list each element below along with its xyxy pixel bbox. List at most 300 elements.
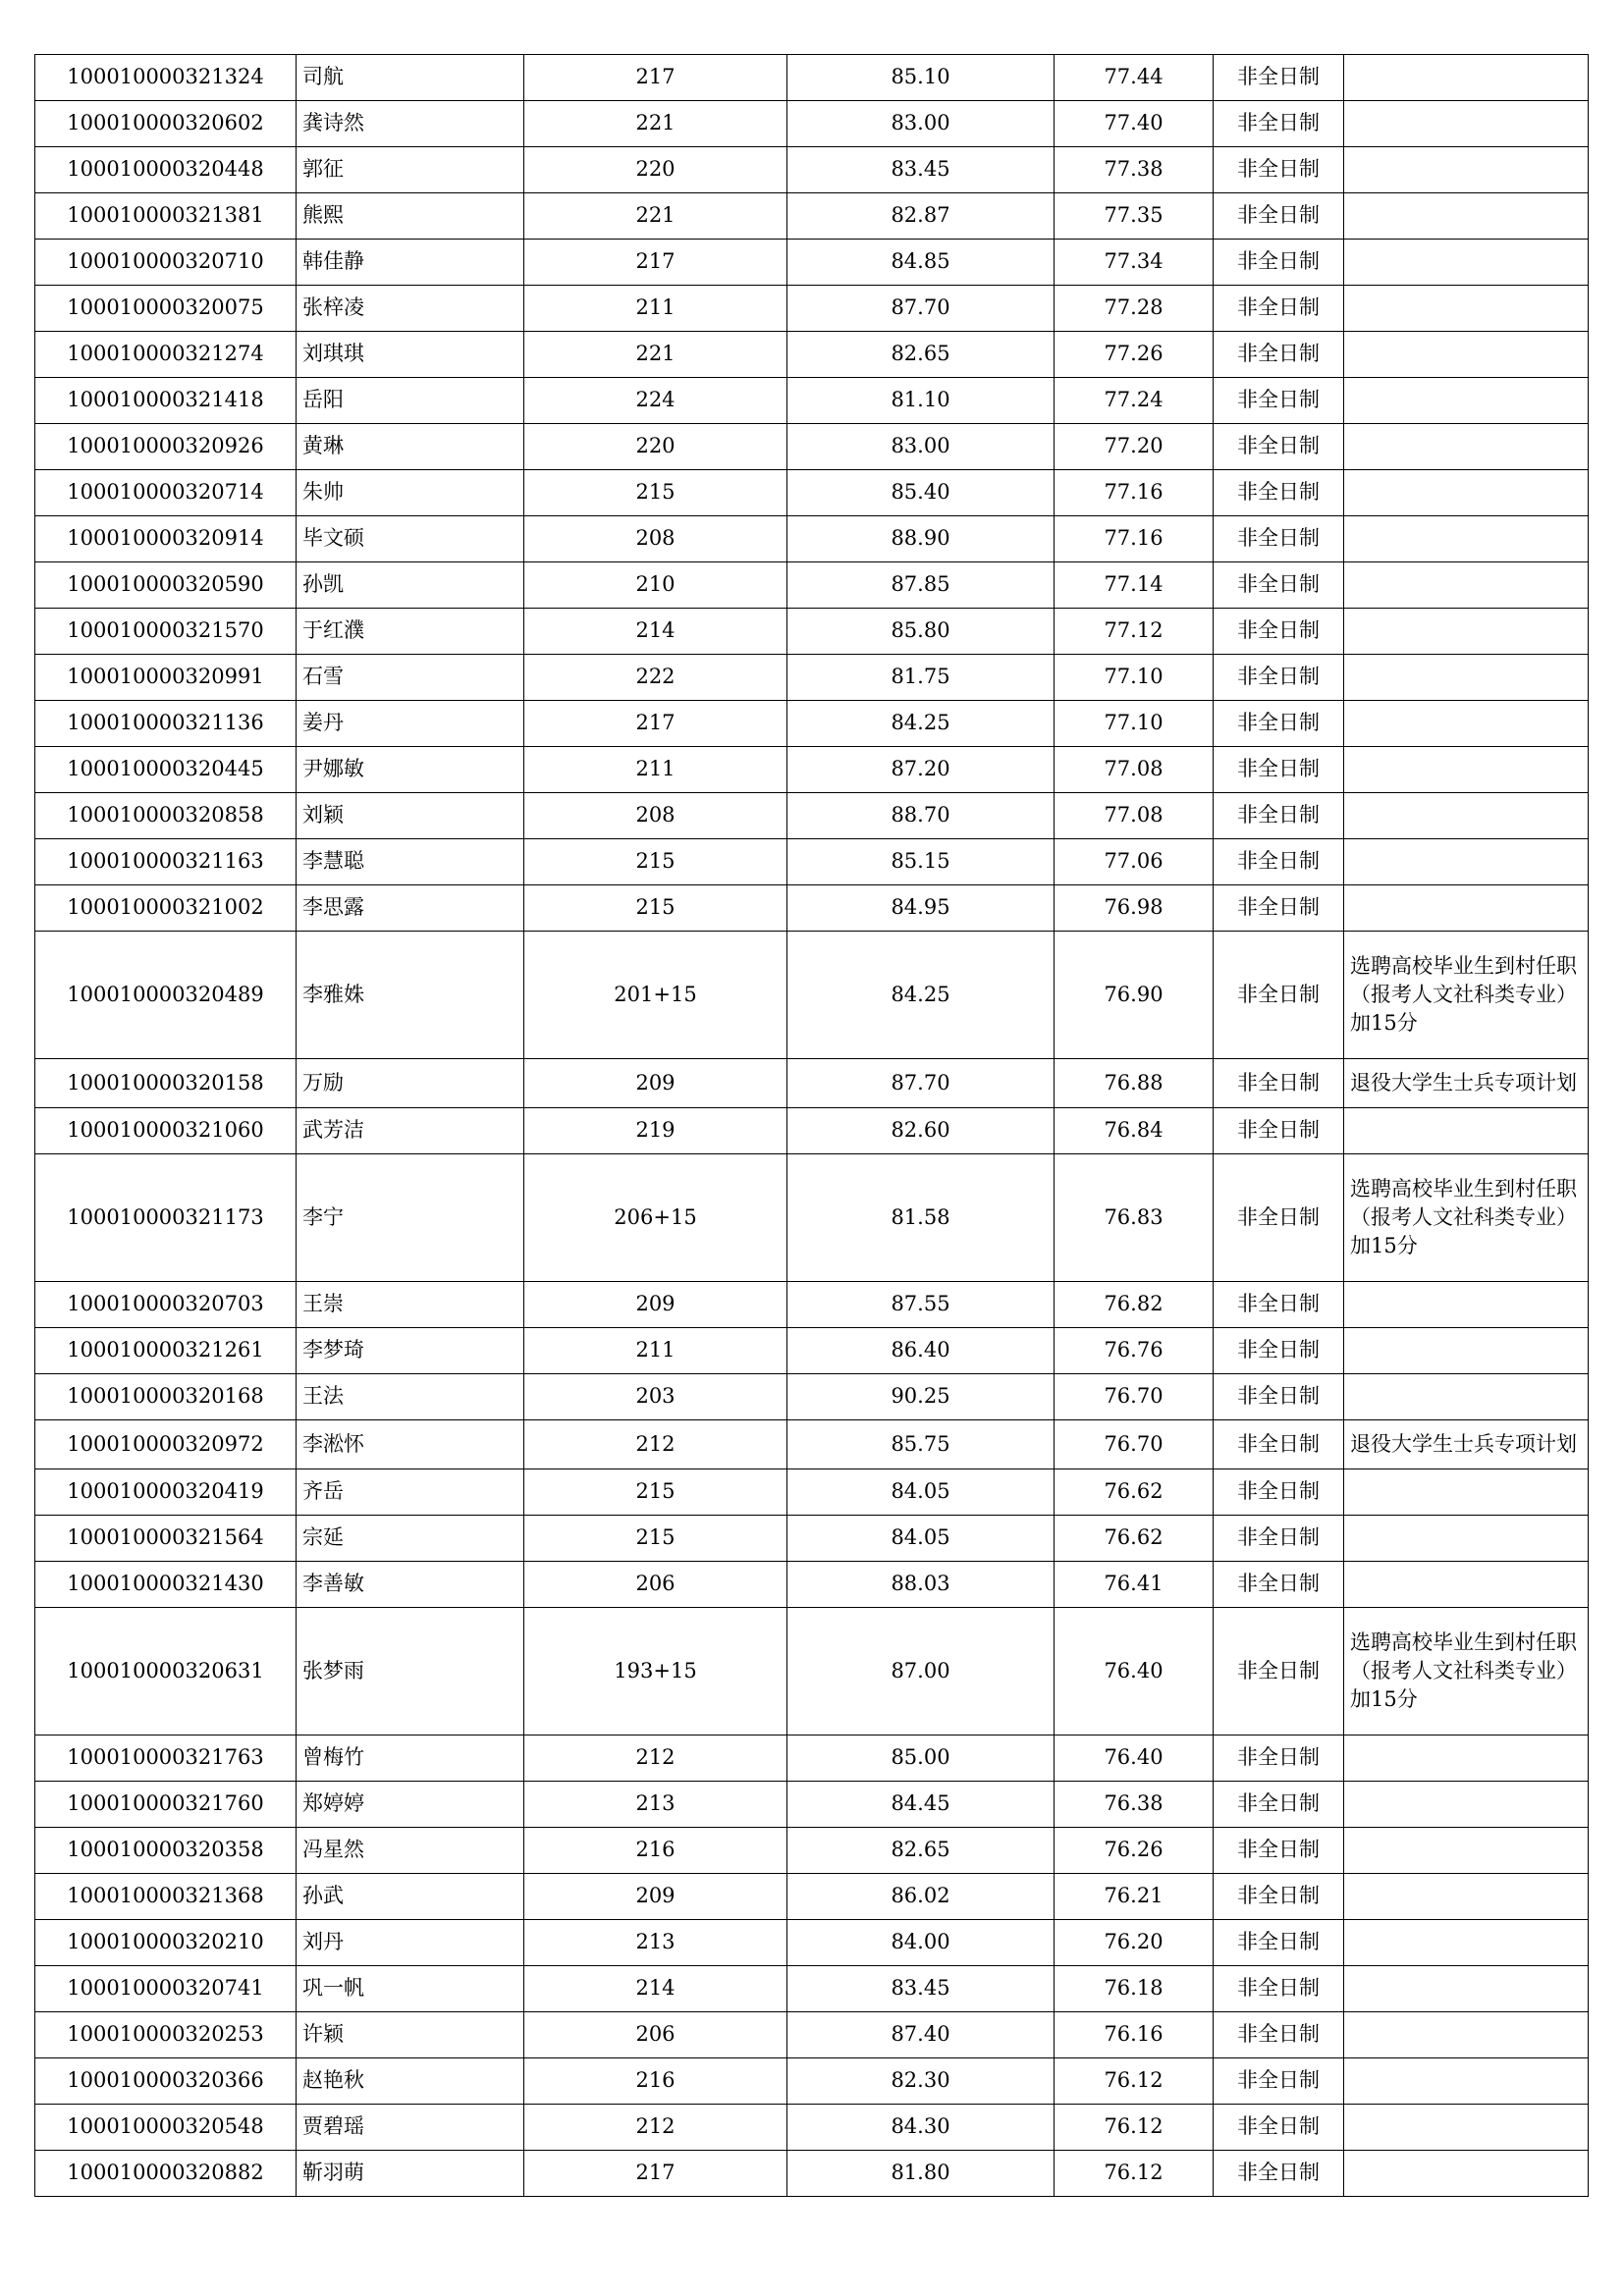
table-row <box>35 240 1589 286</box>
table-row <box>35 1154 1589 1282</box>
prelim-score-cell: 222 <box>524 655 787 701</box>
candidate-name-cell: 李慧聪 <box>297 839 524 885</box>
remark-cell <box>1344 1108 1589 1154</box>
candidate-name-cell: 武芳洁 <box>297 1108 524 1154</box>
remark-cell <box>1344 2012 1589 2058</box>
remark-cell <box>1344 378 1589 424</box>
candidate-id-cell: 100010000320358 <box>35 1828 297 1874</box>
table-row <box>35 1828 1589 1874</box>
total-score-cell: 77.08 <box>1055 793 1214 839</box>
interview-score-cell: 81.58 <box>787 1154 1055 1282</box>
interview-score-cell: 81.75 <box>787 655 1055 701</box>
interview-score-cell: 83.45 <box>787 1966 1055 2012</box>
candidate-id-cell: 100010000320419 <box>35 1469 297 1516</box>
candidate-id-cell: 100010000320710 <box>35 240 297 286</box>
interview-score-cell: 84.45 <box>787 1782 1055 1828</box>
total-score-cell: 77.12 <box>1055 609 1214 655</box>
remark-cell <box>1344 1374 1589 1420</box>
remark-cell: 退役大学生士兵专项计划 <box>1344 1059 1589 1108</box>
prelim-score-cell: 217 <box>524 55 787 101</box>
interview-score-cell: 88.70 <box>787 793 1055 839</box>
candidate-id-cell: 100010000320926 <box>35 424 297 470</box>
candidate-name-cell: 巩一帆 <box>297 1966 524 2012</box>
prelim-score-cell: 217 <box>524 2151 787 2197</box>
study-mode-cell: 非全日制 <box>1214 1735 1344 1782</box>
study-mode-cell: 非全日制 <box>1214 1782 1344 1828</box>
total-score-cell: 76.70 <box>1055 1420 1214 1469</box>
candidate-name-cell: 张梦雨 <box>297 1608 524 1735</box>
candidate-name-cell: 刘颖 <box>297 793 524 839</box>
total-score-cell: 77.35 <box>1055 193 1214 240</box>
candidate-id-cell: 100010000320972 <box>35 1420 297 1469</box>
study-mode-cell: 非全日制 <box>1214 193 1344 240</box>
candidate-name-cell: 韩佳静 <box>297 240 524 286</box>
table-row <box>35 839 1589 885</box>
candidate-name-cell: 姜丹 <box>297 701 524 747</box>
study-mode-cell: 非全日制 <box>1214 747 1344 793</box>
study-mode-cell: 非全日制 <box>1214 286 1344 332</box>
total-score-cell: 76.20 <box>1055 1920 1214 1966</box>
prelim-score-cell: 219 <box>524 1108 787 1154</box>
table-row <box>35 1059 1589 1108</box>
study-mode-cell: 非全日制 <box>1214 1108 1344 1154</box>
score-table-page <box>34 54 1588 2197</box>
candidate-id-cell: 100010000321002 <box>35 885 297 932</box>
total-score-cell: 76.83 <box>1055 1154 1214 1282</box>
study-mode-cell: 非全日制 <box>1214 1966 1344 2012</box>
candidate-id-cell: 100010000320548 <box>35 2105 297 2151</box>
candidate-name-cell: 孙武 <box>297 1874 524 1920</box>
study-mode-cell: 非全日制 <box>1214 55 1344 101</box>
candidate-name-cell: 李梦琦 <box>297 1328 524 1374</box>
prelim-score-cell: 217 <box>524 240 787 286</box>
interview-score-cell: 83.45 <box>787 147 1055 193</box>
candidate-id-cell: 100010000321163 <box>35 839 297 885</box>
table-row <box>35 516 1589 562</box>
candidate-name-cell: 尹娜敏 <box>297 747 524 793</box>
prelim-score-cell: 208 <box>524 793 787 839</box>
table-row <box>35 1469 1589 1516</box>
candidate-name-cell: 石雪 <box>297 655 524 701</box>
table-row <box>35 562 1589 609</box>
total-score-cell: 77.24 <box>1055 378 1214 424</box>
interview-score-cell: 87.85 <box>787 562 1055 609</box>
candidate-id-cell: 100010000321570 <box>35 609 297 655</box>
remark-cell: 退役大学生士兵专项计划 <box>1344 1420 1589 1469</box>
prelim-score-cell: 214 <box>524 609 787 655</box>
remark-cell <box>1344 609 1589 655</box>
prelim-score-cell: 203 <box>524 1374 787 1420</box>
total-score-cell: 77.26 <box>1055 332 1214 378</box>
study-mode-cell: 非全日制 <box>1214 378 1344 424</box>
interview-score-cell: 85.80 <box>787 609 1055 655</box>
interview-score-cell: 82.60 <box>787 1108 1055 1154</box>
total-score-cell: 76.40 <box>1055 1608 1214 1735</box>
candidate-name-cell: 李思露 <box>297 885 524 932</box>
interview-score-cell: 85.15 <box>787 839 1055 885</box>
study-mode-cell: 非全日制 <box>1214 701 1344 747</box>
study-mode-cell: 非全日制 <box>1214 1516 1344 1562</box>
prelim-score-cell: 211 <box>524 747 787 793</box>
remark-cell <box>1344 655 1589 701</box>
candidate-id-cell: 100010000321760 <box>35 1782 297 1828</box>
interview-score-cell: 84.05 <box>787 1516 1055 1562</box>
table-row <box>35 2058 1589 2105</box>
study-mode-cell: 非全日制 <box>1214 839 1344 885</box>
interview-score-cell: 85.00 <box>787 1735 1055 1782</box>
prelim-score-cell: 217 <box>524 701 787 747</box>
remark-cell <box>1344 332 1589 378</box>
remark-cell <box>1344 2105 1589 2151</box>
table-row <box>35 1282 1589 1328</box>
remark-cell <box>1344 516 1589 562</box>
candidate-id-cell: 100010000321274 <box>35 332 297 378</box>
total-score-cell: 77.14 <box>1055 562 1214 609</box>
table-row <box>35 1328 1589 1374</box>
total-score-cell: 76.62 <box>1055 1516 1214 1562</box>
table-row <box>35 1874 1589 1920</box>
candidate-name-cell: 李淞怀 <box>297 1420 524 1469</box>
interview-score-cell: 81.80 <box>787 2151 1055 2197</box>
prelim-score-cell: 221 <box>524 332 787 378</box>
table-row <box>35 1562 1589 1608</box>
remark-cell <box>1344 1782 1589 1828</box>
candidate-name-cell: 熊熙 <box>297 193 524 240</box>
prelim-score-cell: 221 <box>524 101 787 147</box>
total-score-cell: 77.10 <box>1055 701 1214 747</box>
remark-cell: 选聘高校毕业生到村任职（报考人文社科类专业）加15分 <box>1344 1608 1589 1735</box>
table-row <box>35 1516 1589 1562</box>
total-score-cell: 77.16 <box>1055 516 1214 562</box>
candidate-name-cell: 李善敏 <box>297 1562 524 1608</box>
table-row <box>35 101 1589 147</box>
total-score-cell: 77.28 <box>1055 286 1214 332</box>
candidate-id-cell: 100010000320168 <box>35 1374 297 1420</box>
candidate-name-cell: 黄琳 <box>297 424 524 470</box>
study-mode-cell: 非全日制 <box>1214 332 1344 378</box>
prelim-score-cell: 215 <box>524 885 787 932</box>
study-mode-cell: 非全日制 <box>1214 562 1344 609</box>
table-row <box>35 2105 1589 2151</box>
interview-score-cell: 87.55 <box>787 1282 1055 1328</box>
total-score-cell: 76.88 <box>1055 1059 1214 1108</box>
remark-cell <box>1344 1920 1589 1966</box>
candidate-id-cell: 100010000320445 <box>35 747 297 793</box>
prelim-score-cell: 212 <box>524 1735 787 1782</box>
candidate-id-cell: 100010000320714 <box>35 470 297 516</box>
remark-cell: 选聘高校毕业生到村任职（报考人文社科类专业）加15分 <box>1344 932 1589 1059</box>
prelim-score-cell: 216 <box>524 2058 787 2105</box>
total-score-cell: 77.16 <box>1055 470 1214 516</box>
total-score-cell: 77.20 <box>1055 424 1214 470</box>
table-body <box>35 55 1589 2197</box>
table-row <box>35 424 1589 470</box>
interview-score-cell: 87.70 <box>787 1059 1055 1108</box>
total-score-cell: 76.76 <box>1055 1328 1214 1374</box>
remark-cell <box>1344 424 1589 470</box>
total-score-cell: 76.21 <box>1055 1874 1214 1920</box>
remark-cell <box>1344 240 1589 286</box>
interview-score-cell: 88.90 <box>787 516 1055 562</box>
remark-cell <box>1344 839 1589 885</box>
table-row <box>35 1420 1589 1469</box>
total-score-cell: 76.16 <box>1055 2012 1214 2058</box>
interview-score-cell: 85.10 <box>787 55 1055 101</box>
candidate-id-cell: 100010000321173 <box>35 1154 297 1282</box>
table-row <box>35 932 1589 1059</box>
candidate-name-cell: 张梓凌 <box>297 286 524 332</box>
total-score-cell: 76.41 <box>1055 1562 1214 1608</box>
interview-score-cell: 87.20 <box>787 747 1055 793</box>
candidate-name-cell: 宗延 <box>297 1516 524 1562</box>
prelim-score-cell: 213 <box>524 1782 787 1828</box>
total-score-cell: 76.82 <box>1055 1282 1214 1328</box>
candidate-name-cell: 司航 <box>297 55 524 101</box>
prelim-score-cell: 206+15 <box>524 1154 787 1282</box>
remark-cell <box>1344 1282 1589 1328</box>
interview-score-cell: 87.00 <box>787 1608 1055 1735</box>
interview-score-cell: 87.70 <box>787 286 1055 332</box>
interview-score-cell: 82.65 <box>787 332 1055 378</box>
candidate-id-cell: 100010000320075 <box>35 286 297 332</box>
candidate-name-cell: 毕文硕 <box>297 516 524 562</box>
prelim-score-cell: 206 <box>524 2012 787 2058</box>
table-row <box>35 1920 1589 1966</box>
study-mode-cell: 非全日制 <box>1214 1828 1344 1874</box>
table-row <box>35 1108 1589 1154</box>
interview-score-cell: 86.40 <box>787 1328 1055 1374</box>
total-score-cell: 76.98 <box>1055 885 1214 932</box>
total-score-cell: 77.44 <box>1055 55 1214 101</box>
total-score-cell: 76.12 <box>1055 2151 1214 2197</box>
total-score-cell: 76.12 <box>1055 2058 1214 2105</box>
candidate-name-cell: 王崇 <box>297 1282 524 1328</box>
candidate-name-cell: 李雅姝 <box>297 932 524 1059</box>
interview-score-cell: 87.40 <box>787 2012 1055 2058</box>
candidate-name-cell: 郭征 <box>297 147 524 193</box>
total-score-cell: 76.38 <box>1055 1782 1214 1828</box>
candidate-name-cell: 靳羽萌 <box>297 2151 524 2197</box>
score-table <box>34 54 1589 2197</box>
candidate-id-cell: 100010000321763 <box>35 1735 297 1782</box>
interview-score-cell: 83.00 <box>787 101 1055 147</box>
candidate-id-cell: 100010000321430 <box>35 1562 297 1608</box>
candidate-name-cell: 贾碧瑶 <box>297 2105 524 2151</box>
remark-cell <box>1344 562 1589 609</box>
study-mode-cell: 非全日制 <box>1214 101 1344 147</box>
remark-cell <box>1344 1966 1589 2012</box>
study-mode-cell: 非全日制 <box>1214 1562 1344 1608</box>
prelim-score-cell: 216 <box>524 1828 787 1874</box>
total-score-cell: 76.12 <box>1055 2105 1214 2151</box>
candidate-id-cell: 100010000320858 <box>35 793 297 839</box>
prelim-score-cell: 206 <box>524 1562 787 1608</box>
study-mode-cell: 非全日制 <box>1214 470 1344 516</box>
total-score-cell: 77.34 <box>1055 240 1214 286</box>
total-score-cell: 77.06 <box>1055 839 1214 885</box>
interview-score-cell: 88.03 <box>787 1562 1055 1608</box>
remark-cell <box>1344 1735 1589 1782</box>
prelim-score-cell: 215 <box>524 1516 787 1562</box>
table-row <box>35 2151 1589 2197</box>
candidate-name-cell: 孙凯 <box>297 562 524 609</box>
prelim-score-cell: 224 <box>524 378 787 424</box>
table-row <box>35 378 1589 424</box>
table-row <box>35 655 1589 701</box>
total-score-cell: 77.40 <box>1055 101 1214 147</box>
prelim-score-cell: 201+15 <box>524 932 787 1059</box>
candidate-id-cell: 100010000321261 <box>35 1328 297 1374</box>
table-row <box>35 286 1589 332</box>
study-mode-cell: 非全日制 <box>1214 2151 1344 2197</box>
prelim-score-cell: 209 <box>524 1282 787 1328</box>
table-row <box>35 793 1589 839</box>
interview-score-cell: 82.30 <box>787 2058 1055 2105</box>
prelim-score-cell: 209 <box>524 1874 787 1920</box>
interview-score-cell: 84.05 <box>787 1469 1055 1516</box>
remark-cell <box>1344 1469 1589 1516</box>
candidate-id-cell: 100010000320590 <box>35 562 297 609</box>
prelim-score-cell: 220 <box>524 147 787 193</box>
study-mode-cell: 非全日制 <box>1214 1374 1344 1420</box>
remark-cell <box>1344 2058 1589 2105</box>
interview-score-cell: 84.85 <box>787 240 1055 286</box>
study-mode-cell: 非全日制 <box>1214 2105 1344 2151</box>
total-score-cell: 76.18 <box>1055 1966 1214 2012</box>
interview-score-cell: 84.00 <box>787 1920 1055 1966</box>
candidate-id-cell: 100010000321418 <box>35 378 297 424</box>
table-row <box>35 609 1589 655</box>
candidate-name-cell: 冯星然 <box>297 1828 524 1874</box>
remark-cell <box>1344 1516 1589 1562</box>
candidate-name-cell: 王法 <box>297 1374 524 1420</box>
candidate-name-cell: 刘琪琪 <box>297 332 524 378</box>
total-score-cell: 77.10 <box>1055 655 1214 701</box>
study-mode-cell: 非全日制 <box>1214 1328 1344 1374</box>
study-mode-cell: 非全日制 <box>1214 1282 1344 1328</box>
study-mode-cell: 非全日制 <box>1214 793 1344 839</box>
prelim-score-cell: 212 <box>524 1420 787 1469</box>
candidate-name-cell: 于红濮 <box>297 609 524 655</box>
study-mode-cell: 非全日制 <box>1214 1469 1344 1516</box>
prelim-score-cell: 210 <box>524 562 787 609</box>
total-score-cell: 76.90 <box>1055 932 1214 1059</box>
interview-score-cell: 84.25 <box>787 932 1055 1059</box>
candidate-name-cell: 赵艳秋 <box>297 2058 524 2105</box>
candidate-name-cell: 许颖 <box>297 2012 524 2058</box>
candidate-id-cell: 100010000320882 <box>35 2151 297 2197</box>
remark-cell <box>1344 1328 1589 1374</box>
table-row <box>35 1374 1589 1420</box>
remark-cell <box>1344 193 1589 240</box>
candidate-id-cell: 100010000320366 <box>35 2058 297 2105</box>
table-row <box>35 147 1589 193</box>
candidate-id-cell: 100010000321564 <box>35 1516 297 1562</box>
candidate-name-cell: 郑婷婷 <box>297 1782 524 1828</box>
candidate-id-cell: 100010000320253 <box>35 2012 297 2058</box>
prelim-score-cell: 215 <box>524 1469 787 1516</box>
prelim-score-cell: 212 <box>524 2105 787 2151</box>
prelim-score-cell: 211 <box>524 286 787 332</box>
study-mode-cell: 非全日制 <box>1214 1154 1344 1282</box>
candidate-name-cell: 刘丹 <box>297 1920 524 1966</box>
table-row <box>35 1782 1589 1828</box>
table-row <box>35 1608 1589 1735</box>
interview-score-cell: 85.40 <box>787 470 1055 516</box>
remark-cell <box>1344 701 1589 747</box>
interview-score-cell: 84.25 <box>787 701 1055 747</box>
candidate-id-cell: 100010000320914 <box>35 516 297 562</box>
interview-score-cell: 82.65 <box>787 1828 1055 1874</box>
study-mode-cell: 非全日制 <box>1214 655 1344 701</box>
candidate-name-cell: 龚诗然 <box>297 101 524 147</box>
candidate-id-cell: 100010000320602 <box>35 101 297 147</box>
prelim-score-cell: 214 <box>524 1966 787 2012</box>
study-mode-cell: 非全日制 <box>1214 609 1344 655</box>
study-mode-cell: 非全日制 <box>1214 516 1344 562</box>
candidate-id-cell: 100010000320489 <box>35 932 297 1059</box>
remark-cell <box>1344 793 1589 839</box>
prelim-score-cell: 221 <box>524 193 787 240</box>
prelim-score-cell: 215 <box>524 470 787 516</box>
study-mode-cell: 非全日制 <box>1214 1608 1344 1735</box>
remark-cell <box>1344 286 1589 332</box>
candidate-id-cell: 100010000320448 <box>35 147 297 193</box>
prelim-score-cell: 209 <box>524 1059 787 1108</box>
interview-score-cell: 84.30 <box>787 2105 1055 2151</box>
interview-score-cell: 86.02 <box>787 1874 1055 1920</box>
table-row <box>35 470 1589 516</box>
interview-score-cell: 83.00 <box>787 424 1055 470</box>
total-score-cell: 76.84 <box>1055 1108 1214 1154</box>
prelim-score-cell: 208 <box>524 516 787 562</box>
candidate-name-cell: 李宁 <box>297 1154 524 1282</box>
candidate-id-cell: 100010000320741 <box>35 1966 297 2012</box>
interview-score-cell: 90.25 <box>787 1374 1055 1420</box>
study-mode-cell: 非全日制 <box>1214 147 1344 193</box>
prelim-score-cell: 213 <box>524 1920 787 1966</box>
candidate-name-cell: 齐岳 <box>297 1469 524 1516</box>
candidate-name-cell: 岳阳 <box>297 378 524 424</box>
total-score-cell: 77.08 <box>1055 747 1214 793</box>
candidate-name-cell: 万励 <box>297 1059 524 1108</box>
candidate-id-cell: 100010000320991 <box>35 655 297 701</box>
remark-cell <box>1344 55 1589 101</box>
remark-cell <box>1344 1562 1589 1608</box>
remark-cell <box>1344 747 1589 793</box>
study-mode-cell: 非全日制 <box>1214 1920 1344 1966</box>
table-row <box>35 2012 1589 2058</box>
total-score-cell: 76.62 <box>1055 1469 1214 1516</box>
remark-cell <box>1344 1828 1589 1874</box>
table-row <box>35 193 1589 240</box>
table-row <box>35 55 1589 101</box>
total-score-cell: 76.40 <box>1055 1735 1214 1782</box>
interview-score-cell: 85.75 <box>787 1420 1055 1469</box>
remark-cell <box>1344 101 1589 147</box>
total-score-cell: 76.26 <box>1055 1828 1214 1874</box>
interview-score-cell: 81.10 <box>787 378 1055 424</box>
interview-score-cell: 84.95 <box>787 885 1055 932</box>
remark-cell: 选聘高校毕业生到村任职（报考人文社科类专业）加15分 <box>1344 1154 1589 1282</box>
candidate-id-cell: 100010000321368 <box>35 1874 297 1920</box>
study-mode-cell: 非全日制 <box>1214 424 1344 470</box>
candidate-name-cell: 曾梅竹 <box>297 1735 524 1782</box>
study-mode-cell: 非全日制 <box>1214 2058 1344 2105</box>
candidate-id-cell: 100010000321324 <box>35 55 297 101</box>
interview-score-cell: 82.87 <box>787 193 1055 240</box>
table-row <box>35 747 1589 793</box>
